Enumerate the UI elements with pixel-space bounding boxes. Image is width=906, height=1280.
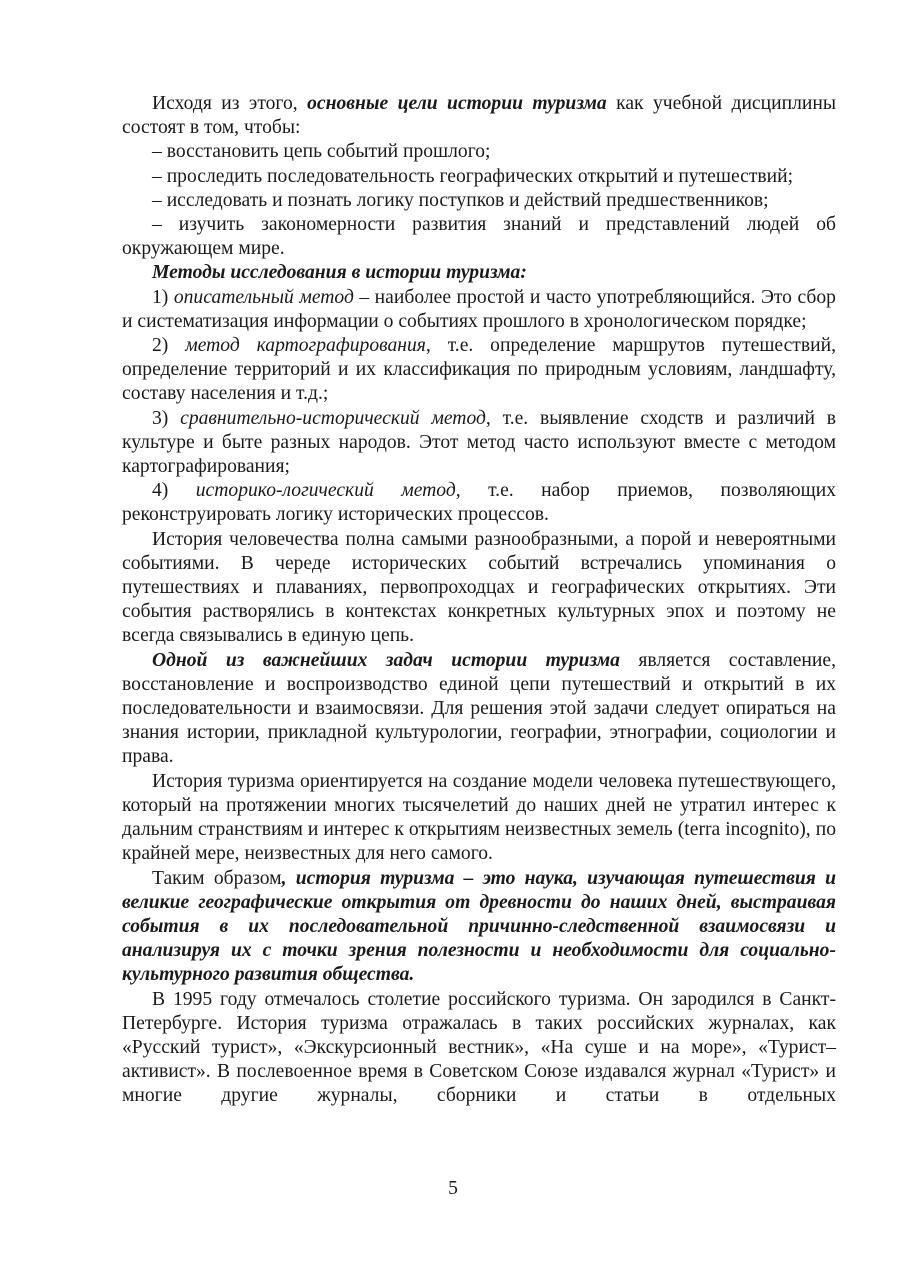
method-number: 1) — [152, 286, 174, 308]
task-paragraph — [122, 649, 836, 770]
method-name: историко-логический метод — [195, 480, 456, 502]
intro-text-end: как учебной дисциплины состоят в том, чтобы: — [122, 93, 836, 139]
goal-item: – изучить закономерности развития знаний и представлений людей об окружающем мире. — [122, 214, 836, 260]
method-item — [122, 334, 836, 407]
method-name: описательный метод — [173, 286, 354, 308]
method-item — [122, 407, 836, 480]
methods-heading: Методы исследования в истории туризма: — [152, 262, 527, 284]
method-name: метод картографирования — [185, 335, 426, 357]
task-text: является составление, восстановление и воспроизводство единой цепи путешествий и открытий в их последовательности и взаимосвязи. Для решения этой задачи следует опираться на знания истории, прикладной культурологии, географии, этнографии, социологии и права. — [122, 649, 836, 768]
method-name: сравнительно-исторический метод — [180, 407, 486, 429]
method-number: 3) — [152, 407, 181, 429]
document-body — [122, 92, 836, 1109]
method-description: , т.е. набор приемов, позволяющих реконструировать логику исторических процессов. — [122, 480, 836, 526]
method-item — [122, 286, 836, 334]
method-number: 2) — [152, 335, 186, 357]
intro-emphasis: основные цели истории туризма — [307, 93, 607, 114]
page-number: 5 — [448, 1178, 458, 1199]
method-number: 4) — [152, 480, 196, 502]
definition-paragraph — [122, 867, 836, 988]
intro-text: Исходя из этого, — [152, 93, 308, 114]
model-paragraph: История туризма ориентируется на создание модели человека путешествующего, который на протяжении многих тысячелетий до наших дней не утратил интерес к дальним странствиям и интерес к открытиям неизвестных земель (terra incognito), по крайней мере, неизвестных для него самого. — [122, 770, 836, 865]
definition-lead: Таким образом — [152, 867, 282, 889]
method-description: , т.е. определение маршрутов путешествий, определение территорий и их классификация по природным условиям, ландшафту, составу населения и т.д.; — [122, 335, 836, 405]
method-item — [122, 479, 836, 527]
definition-emphasis: , история туризма – это наука, изучающая путешествия и великие географические открытия от древности до наших дней, выстраивая события в их последовательной причинно-следственной взаимосвязи и анализируя их с точки зрения полезности и необходимости для социально-культурного развития общества. — [122, 867, 836, 986]
task-emphasis: Одной из важнейших задач истории туризма — [152, 649, 620, 671]
method-description: – наиболее простой и часто употребляющийся. Это сбор и систематизация информации о событиях прошлого в хронологическом порядке; — [122, 286, 836, 332]
goal-item: – проследить последовательность географических открытий и путешествий; — [152, 165, 794, 187]
history-1995-paragraph: В 1995 году отмечалось столетие российского туризма. Он зародился в Санкт-Петербурге. История туризма отражалась в таких российских журналах, как «Русский турист», «Экскурсионный вестник», «На суше и на море», «Турист–активист». В послевоенное время в Советском Союзе издавался журнал «Турист» и многие другие журналы, сборники и статьи в отдельных — [122, 988, 836, 1107]
method-description: , т.е. выявление сходств и различий в культуре и быте разных народов. Этот метод часто используют вместе с методом картографирования; — [122, 407, 836, 478]
goal-item: – восстановить цепь событий прошлого; — [152, 141, 491, 163]
goal-item: – исследовать и познать логику поступков и действий предшественников; — [152, 189, 769, 211]
history-paragraph: История человечества полна самыми разнообразными, а порой и невероятными событиями. В череде исторических событий встречались упоминания о путешествиях и плаваниях, первопроходцах и географических открытиях. Эти события растворялись в контекстах конкретных культурных эпох и поэтому не всегда связывались в единую цепь. — [122, 528, 836, 647]
intro-paragraph — [122, 92, 836, 140]
